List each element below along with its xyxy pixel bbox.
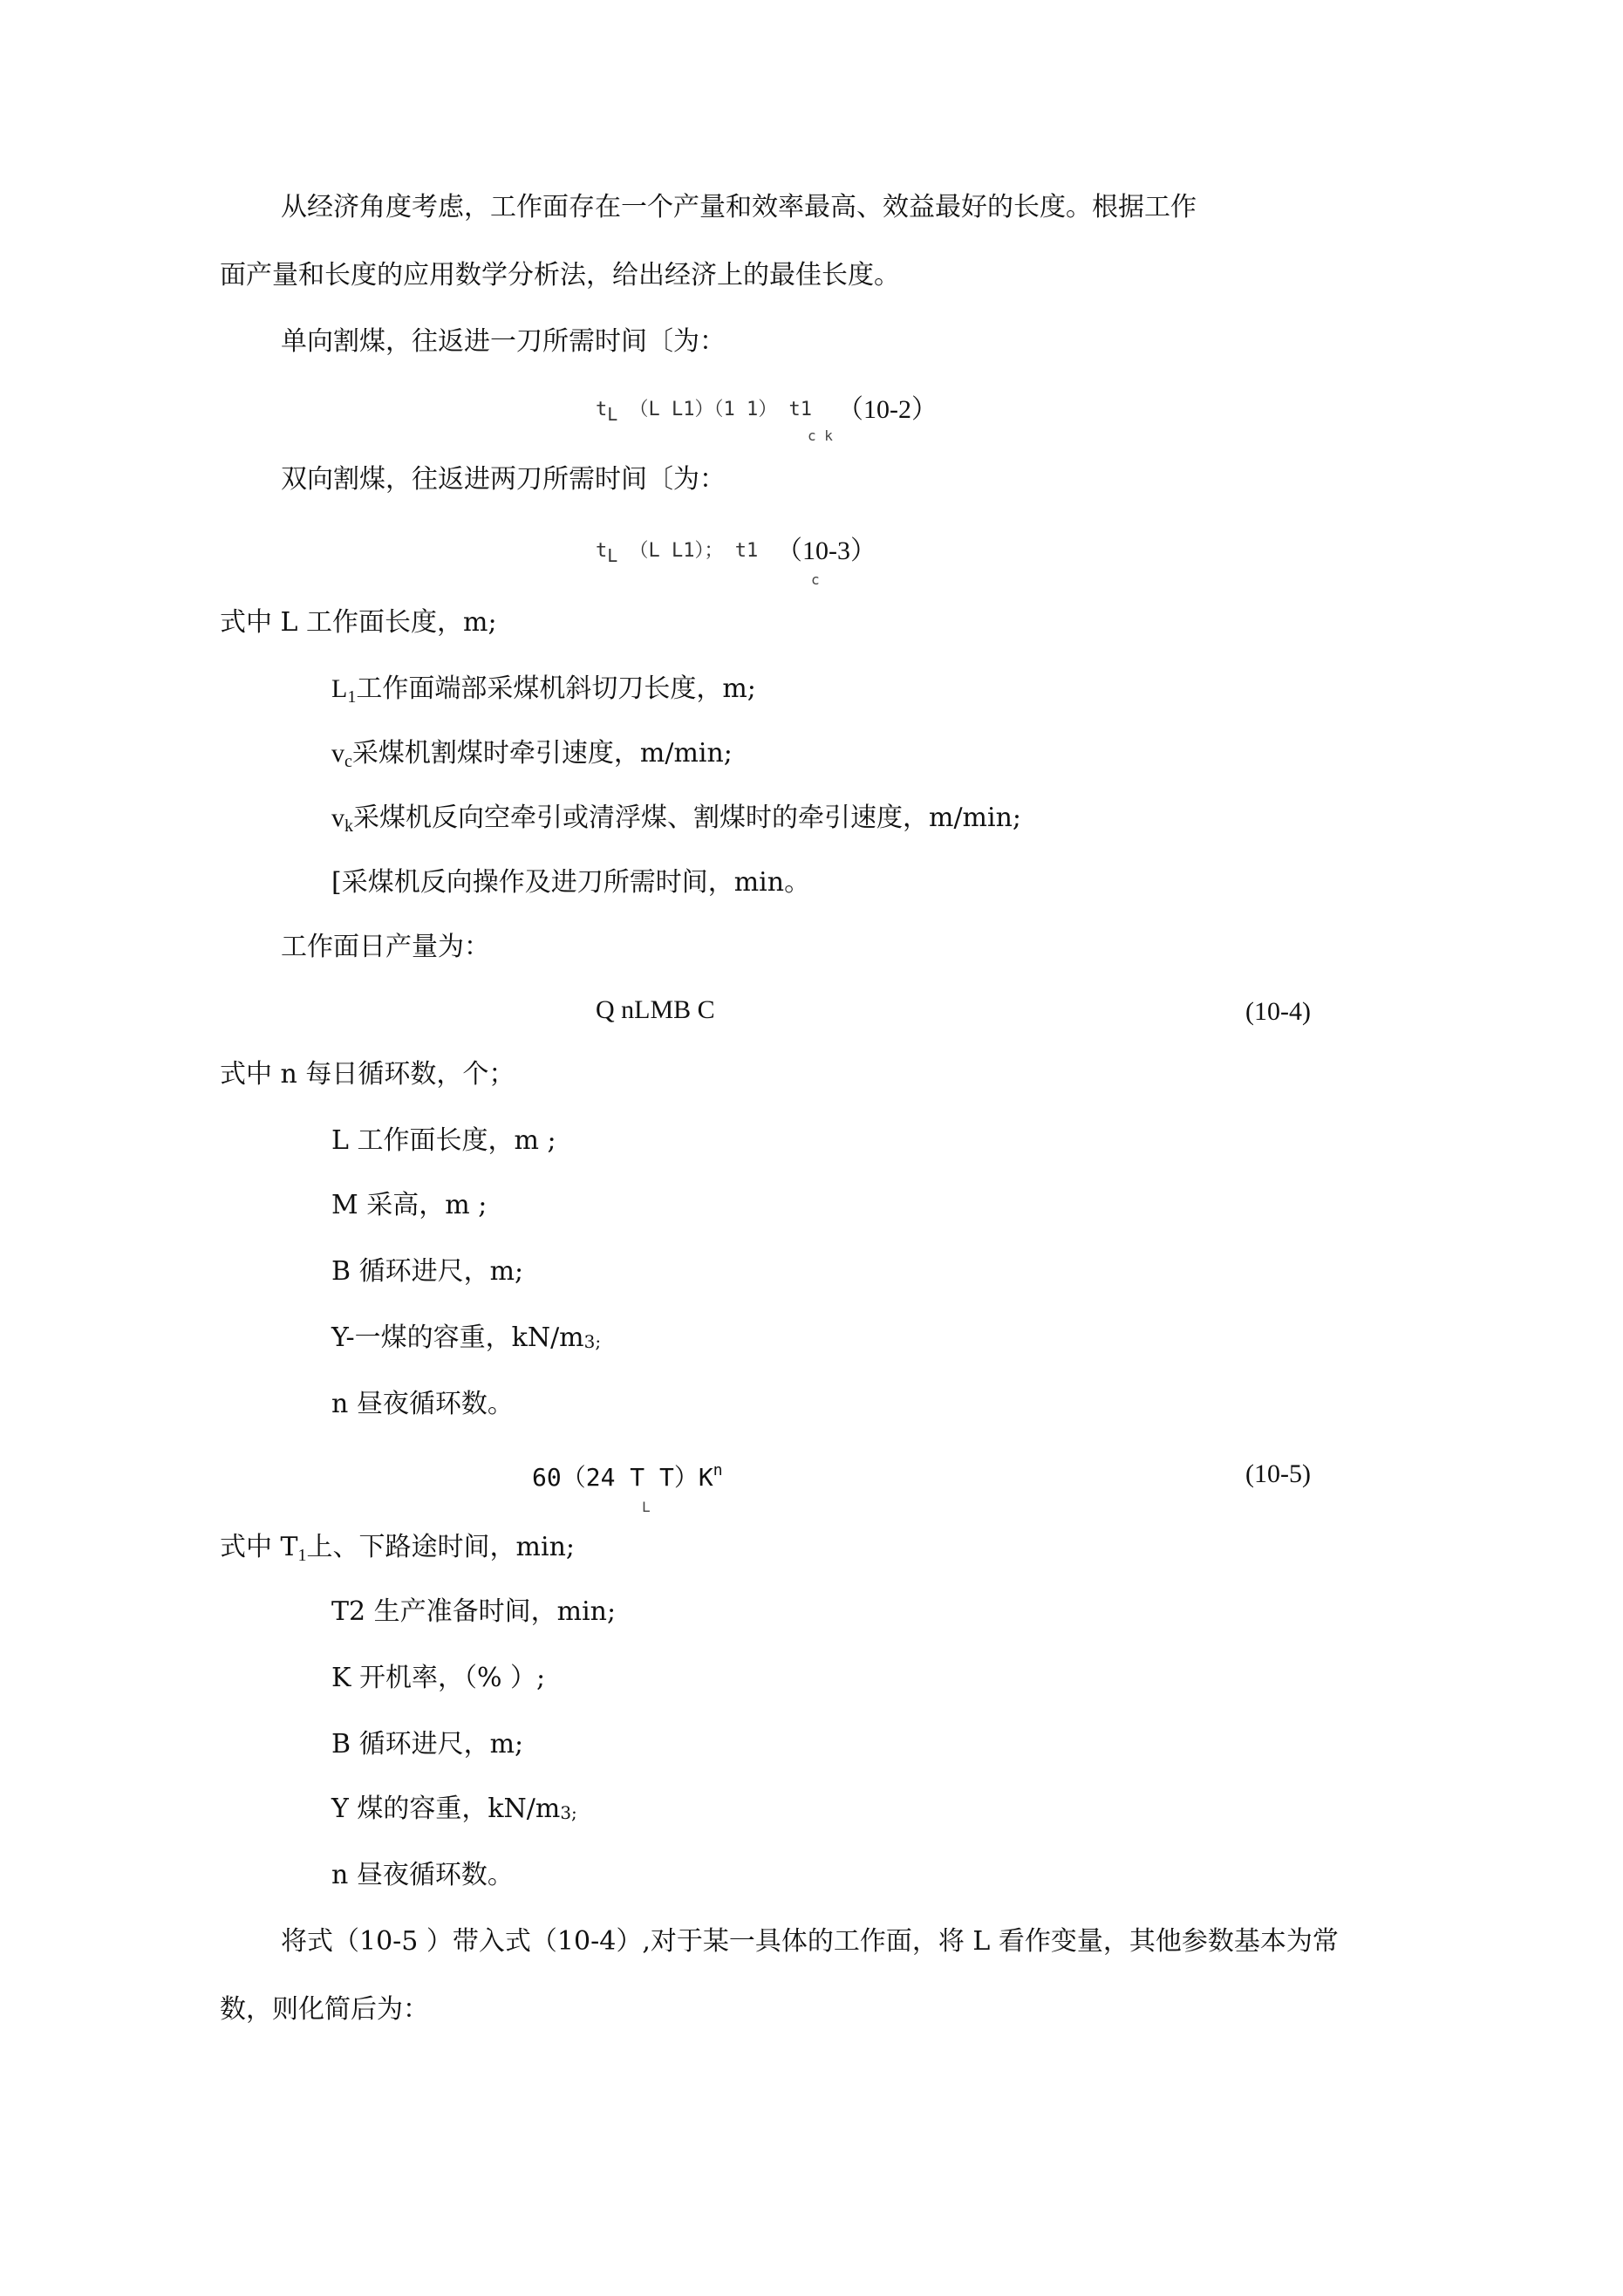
where-lead-3-sub: 1 [297,1546,307,1565]
where-item-tail: 3; [560,1802,577,1823]
where-lead-1: 式中 L 工作面长度，m; [220,607,497,638]
formula-10-5 [532,1453,723,1495]
where-item-text: Y-一煤的容重，kN/m [331,1322,584,1353]
where-item: K 开机率，（% ）; [331,1663,546,1693]
where-item-tail: 3; [583,1331,602,1352]
where-item: M 采高，m ; [331,1190,488,1220]
daily-output-text: 工作面日产量为： [281,932,490,962]
where-item-symbol: v [331,739,344,768]
paragraph-intro-line1: 从经济角度考虑，工作面存在一个产量和效率最高、效益最好的长度。根据工作 [281,192,1197,222]
equation-number-10-2: （10-2） [837,395,938,424]
paragraph-substitute-line1: 将式（10-5 ）带入式（10-4）,对于某一具体的工作面，将 L 看作变量，其他参数基本为常 [281,1926,1339,1957]
where-item-text: Y 煤的容重，kN/m [331,1794,561,1824]
formula-10-2-t-sub: L [607,404,618,425]
formula-10-2-subscripts: c k [808,427,833,444]
formula-10-5-sup: n [713,1461,723,1479]
where-item: L 工作面长度，m ; [331,1125,556,1156]
where-item-subscript: 1 [347,687,357,707]
where-item [331,672,756,714]
where-item [331,801,1021,844]
single-cut-text: 单向割煤，往返进一刀所需时间〔为： [281,326,726,357]
equation-number-10-3: （10-3） [776,536,876,565]
formula-10-4: Q nLMB C [596,995,715,1024]
where-item: n 昼夜循环数。 [331,1389,514,1419]
where-item-text: 采煤机反向空牵引或清浮煤、割煤时的牵引速度，m/min; [353,803,1022,833]
formula-10-5-subscripts: L [642,1499,651,1515]
paragraph-substitute-line2: 数，则化简后为： [220,1994,429,2025]
where-lead-3-pre: 式中 T [220,1532,298,1562]
formula-10-2-body: （L L1）（1 1） t1 [629,399,812,420]
where-item-text: 采煤机割煤时牵引速度，m/min; [351,738,733,769]
where-item-subscript: c [344,752,352,771]
equation-number-10-5: (10-5) [1245,1459,1311,1488]
where-item-symbol: v [331,803,344,832]
where-item-text: [采煤机反向操作及进刀所需时间，min。 [331,867,811,898]
where-item: B 循环进尺，m; [331,1256,524,1287]
where-item: T2 生产准备时间，min; [331,1596,617,1627]
where-item: n 昼夜循环数。 [331,1860,514,1890]
formula-10-3 [596,539,758,568]
where-lead-2: 式中 n 每日循环数，个； [220,1059,515,1090]
where-item-text: 工作面端部采煤机斜切刀长度，m; [356,673,756,704]
double-cut-text: 双向割煤，往返进两刀所需时间〔为： [281,464,726,495]
formula-10-2-t: t [596,399,608,420]
formula-10-5-expr: 60（24 T T）K [532,1463,713,1492]
where-item [331,736,733,779]
formula-10-3-t: t [596,540,608,562]
equation-number-10-4: (10-4) [1245,997,1311,1026]
where-lead-3 [220,1530,575,1573]
formula-10-3-subscripts: c [811,571,820,588]
where-item-symbol: L [331,674,348,703]
paragraph-intro-line2: 面产量和长度的应用数学分析法，给出经济上的最佳长度。 [220,260,900,290]
formula-10-2 [596,398,812,427]
where-item: B 循环进尺，m; [331,1729,524,1760]
where-item [331,1321,601,1359]
formula-10-3-body: （L L1）； t1 [629,540,759,562]
where-item [331,865,810,900]
formula-10-3-t-sub: L [607,545,618,566]
where-item [331,1792,577,1830]
where-lead-3-post: 上、下路途时间，min; [306,1532,576,1562]
where-item-subscript: k [344,817,353,836]
